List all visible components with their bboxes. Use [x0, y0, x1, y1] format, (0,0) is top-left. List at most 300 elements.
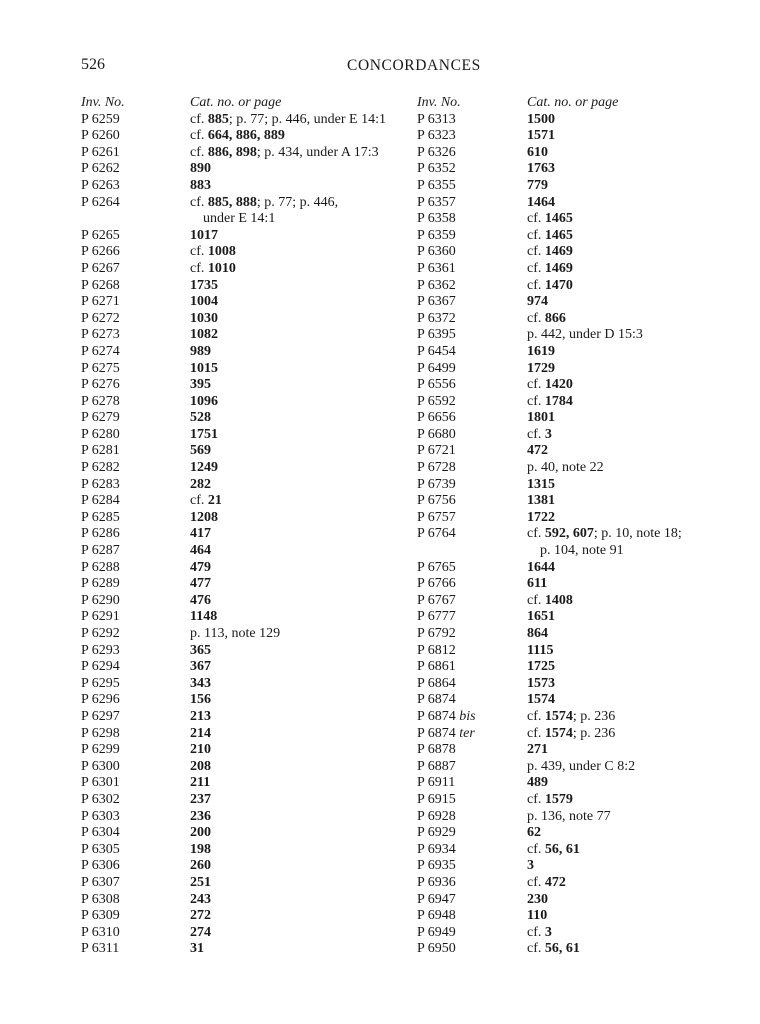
table-row — [81, 460, 411, 477]
table-row — [417, 593, 752, 610]
inventory-number: P 6285 — [81, 509, 120, 525]
catalog-reference: 1722 — [527, 509, 555, 525]
table-row — [81, 443, 411, 460]
catalog-reference-continuation: under E 14:1 — [203, 211, 276, 227]
table-row — [81, 477, 411, 494]
inventory-number: P 6874 ter — [417, 725, 475, 741]
catalog-reference: 1644 — [527, 559, 555, 575]
inventory-number: P 6307 — [81, 874, 120, 890]
catalog-reference: p. 442, under D 15:3 — [527, 327, 643, 343]
table-row — [417, 643, 752, 660]
catalog-reference-continuation: p. 104, note 91 — [540, 543, 624, 559]
inventory-number: P 6263 — [81, 177, 120, 193]
inventory-number: P 6864 — [417, 675, 456, 691]
catalog-reference: 479 — [190, 559, 211, 575]
catalog-reference: 989 — [190, 343, 211, 359]
inventory-number: P 6295 — [81, 675, 120, 691]
inventory-number: P 6286 — [81, 526, 120, 542]
inventory-number: P 6936 — [417, 874, 456, 890]
table-row — [81, 327, 411, 344]
inventory-number: P 6289 — [81, 576, 120, 592]
table-row — [81, 427, 411, 444]
inventory-number: P 6359 — [417, 227, 456, 243]
catalog-reference: 1381 — [527, 493, 555, 509]
catalog-reference: 1315 — [527, 476, 555, 492]
table-row — [417, 892, 752, 909]
table-row — [417, 443, 752, 460]
catalog-reference: cf. 1010 — [190, 260, 236, 276]
table-row — [417, 676, 752, 693]
inventory-number: P 6928 — [417, 808, 456, 824]
catalog-reference: 1082 — [190, 327, 218, 343]
catalog-reference: 1030 — [190, 310, 218, 326]
table-row — [417, 377, 752, 394]
table-row — [417, 875, 752, 892]
inventory-number: P 6352 — [417, 161, 456, 177]
inventory-number: P 6310 — [81, 924, 120, 940]
table-row — [81, 892, 411, 909]
inventory-number: P 6284 — [81, 493, 120, 509]
catalog-reference: cf. 1469 — [527, 260, 573, 276]
table-row — [417, 609, 752, 626]
inventory-number: P 6276 — [81, 377, 120, 393]
catalog-reference: 1651 — [527, 609, 555, 625]
table-row — [81, 145, 411, 162]
inventory-number: P 6303 — [81, 808, 120, 824]
table-row — [417, 908, 752, 925]
catalog-reference: cf. 3 — [527, 426, 552, 442]
inventory-number: P 6728 — [417, 460, 456, 476]
table-row — [81, 195, 411, 212]
inventory-number: P 6721 — [417, 443, 456, 459]
inventory-number: P 6266 — [81, 244, 120, 260]
inventory-number: P 6274 — [81, 343, 120, 359]
table-row — [81, 925, 411, 942]
catalog-reference: 1004 — [190, 294, 218, 310]
catalog-reference: cf. 886, 898; p. 434, under A 17:3 — [190, 144, 379, 160]
catalog-reference: 200 — [190, 825, 211, 841]
column-headers — [81, 95, 411, 112]
inventory-number: P 6265 — [81, 227, 120, 243]
catalog-reference: cf. 1408 — [527, 592, 573, 608]
inventory-number: P 6280 — [81, 426, 120, 442]
inventory-number: P 6273 — [81, 327, 120, 343]
inventory-number: P 6288 — [81, 559, 120, 575]
catalog-reference: 1725 — [527, 659, 555, 675]
catalog-reference: 476 — [190, 592, 211, 608]
inventory-number: P 6756 — [417, 493, 456, 509]
table-row — [81, 128, 411, 145]
table-row — [81, 941, 411, 958]
table-row — [81, 410, 411, 427]
inventory-number: P 6283 — [81, 476, 120, 492]
catalog-reference: 610 — [527, 144, 548, 160]
catalog-reference: 1500 — [527, 111, 555, 127]
catalog-reference: p. 113, note 129 — [190, 626, 281, 641]
concordance-column-right — [417, 95, 752, 958]
page-number: 526 — [81, 56, 105, 73]
table-row — [417, 161, 752, 178]
table-row — [81, 493, 411, 510]
catalog-reference: 611 — [527, 576, 548, 592]
table-row — [417, 195, 752, 212]
table-row — [417, 759, 752, 776]
inventory-number: P 6812 — [417, 642, 456, 658]
catalog-reference: 243 — [190, 891, 211, 907]
table-row — [81, 792, 411, 809]
inventory-number: P 6268 — [81, 277, 120, 293]
table-row — [417, 792, 752, 809]
inventory-number: P 6302 — [81, 791, 120, 807]
catalog-reference: 1751 — [190, 426, 218, 442]
catalog-reference: 890 — [190, 161, 211, 177]
catalog-reference: cf. 885, 888; p. 77; p. 446, — [190, 194, 339, 210]
catalog-reference: 230 — [527, 891, 548, 907]
table-row — [417, 344, 752, 361]
inventory-number: P 6300 — [81, 758, 120, 774]
catalog-reference: cf. 885; p. 77; p. 446, under E 14:1 — [190, 111, 386, 127]
inventory-number: P 6777 — [417, 609, 456, 625]
inventory-number: P 6556 — [417, 377, 456, 393]
cat-no-header: Cat. no. or page — [190, 95, 282, 110]
table-row — [417, 311, 752, 328]
inventory-number: P 6282 — [81, 460, 120, 476]
table-row — [81, 526, 411, 543]
inventory-number: P 6361 — [417, 260, 456, 276]
inventory-number: P 6326 — [417, 144, 456, 160]
table-row — [81, 858, 411, 875]
table-row — [81, 112, 411, 129]
table-row — [417, 925, 752, 942]
inventory-number: P 6279 — [81, 410, 120, 426]
catalog-reference: 1464 — [527, 194, 555, 210]
inventory-number: P 6680 — [417, 426, 456, 442]
table-row — [417, 460, 752, 477]
table-row — [81, 643, 411, 660]
table-row — [81, 394, 411, 411]
catalog-reference: 1619 — [527, 343, 555, 359]
inventory-number: P 6367 — [417, 294, 456, 310]
table-row — [417, 244, 752, 261]
table-row — [81, 344, 411, 361]
table-row — [81, 178, 411, 195]
catalog-reference: 251 — [190, 874, 211, 890]
catalog-reference: 1115 — [527, 642, 554, 658]
catalog-reference: 1208 — [190, 509, 218, 525]
table-row — [417, 394, 752, 411]
catalog-reference: 1763 — [527, 161, 555, 177]
inventory-number: P 6499 — [417, 360, 456, 376]
table-row — [81, 294, 411, 311]
column-headers — [417, 95, 752, 112]
table-row — [81, 759, 411, 776]
table-row — [81, 361, 411, 378]
inventory-number: P 6739 — [417, 476, 456, 492]
table-row — [81, 161, 411, 178]
inventory-number: P 6298 — [81, 725, 120, 741]
inventory-number: P 6294 — [81, 659, 120, 675]
catalog-reference: 1573 — [527, 675, 555, 691]
table-row — [417, 941, 752, 958]
inventory-number: P 6272 — [81, 310, 120, 326]
catalog-reference: cf. 1420 — [527, 377, 573, 393]
catalog-reference: 214 — [190, 725, 211, 741]
inv-no-header: Inv. No. — [417, 95, 461, 110]
catalog-reference: 237 — [190, 791, 211, 807]
catalog-reference: 464 — [190, 543, 211, 559]
catalog-reference: 1015 — [190, 360, 218, 376]
table-rows-right — [417, 112, 752, 958]
inventory-number: P 6874 bis — [417, 708, 476, 724]
table-row — [81, 726, 411, 743]
inventory-number: P 6292 — [81, 626, 120, 641]
table-row — [81, 692, 411, 709]
catalog-reference: 779 — [527, 177, 548, 193]
table-row — [417, 112, 752, 129]
inventory-number: P 6355 — [417, 177, 456, 193]
catalog-reference: 343 — [190, 675, 211, 691]
catalog-reference: 3 — [527, 858, 534, 874]
inventory-number: P 6362 — [417, 277, 456, 293]
inventory-number: P 6259 — [81, 111, 120, 127]
inventory-number: P 6947 — [417, 891, 456, 907]
catalog-reference: 198 — [190, 841, 211, 857]
catalog-reference: cf. 1784 — [527, 393, 573, 409]
catalog-reference: cf. 3 — [527, 924, 552, 940]
table-row — [81, 875, 411, 892]
inventory-number: P 6290 — [81, 592, 120, 608]
catalog-reference: cf. 56, 61 — [527, 841, 580, 857]
catalog-reference: 864 — [527, 626, 548, 641]
inventory-number: P 6929 — [417, 825, 456, 841]
inventory-number: P 6949 — [417, 924, 456, 940]
catalog-reference: 365 — [190, 642, 211, 658]
inventory-number: P 6765 — [417, 559, 456, 575]
table-row — [81, 228, 411, 245]
catalog-reference: 110 — [527, 908, 548, 924]
catalog-reference: 282 — [190, 476, 211, 492]
table-row — [417, 361, 752, 378]
inventory-number: P 6323 — [417, 128, 456, 144]
inventory-number: P 6887 — [417, 758, 456, 774]
table-row — [81, 593, 411, 610]
inventory-number: P 6372 — [417, 310, 456, 326]
table-row — [417, 709, 752, 726]
table-row — [417, 261, 752, 278]
catalog-reference: 477 — [190, 576, 211, 592]
inventory-number: P 6358 — [417, 211, 456, 227]
inventory-number: P 6656 — [417, 410, 456, 426]
catalog-reference: 1801 — [527, 410, 555, 426]
catalog-reference: 62 — [527, 825, 541, 841]
catalog-reference: cf. 1574; p. 236 — [527, 708, 616, 724]
inventory-number: P 6950 — [417, 941, 456, 957]
catalog-reference: 211 — [190, 775, 211, 791]
table-row — [81, 609, 411, 626]
catalog-reference: cf. 1008 — [190, 244, 236, 260]
cat-no-header: Cat. no. or page — [527, 95, 619, 110]
catalog-reference: 274 — [190, 924, 211, 940]
table-row — [81, 775, 411, 792]
inventory-number: P 6934 — [417, 841, 456, 857]
table-row — [417, 825, 752, 842]
inventory-number: P 6792 — [417, 626, 456, 641]
table-row — [81, 377, 411, 394]
catalog-reference: cf. 1470 — [527, 277, 573, 293]
catalog-reference: 883 — [190, 177, 211, 193]
inventory-number: P 6304 — [81, 825, 120, 841]
catalog-reference: 31 — [190, 941, 204, 957]
catalog-reference: 472 — [527, 443, 548, 459]
catalog-reference: 213 — [190, 708, 211, 724]
table-row — [417, 626, 752, 643]
table-row — [81, 560, 411, 577]
table-row — [417, 278, 752, 295]
catalog-reference: 1148 — [190, 609, 218, 625]
inventory-number: P 6293 — [81, 642, 120, 658]
table-row — [417, 510, 752, 527]
inventory-number: P 6766 — [417, 576, 456, 592]
table-row — [417, 659, 752, 676]
table-row — [417, 858, 752, 875]
catalog-reference: 367 — [190, 659, 211, 675]
inventory-number: P 6271 — [81, 294, 120, 310]
catalog-reference: cf. 21 — [190, 493, 222, 509]
catalog-reference: 260 — [190, 858, 211, 874]
inventory-number: P 6281 — [81, 443, 120, 459]
table-row — [81, 543, 411, 560]
inventory-number: P 6454 — [417, 343, 456, 359]
table-row — [81, 742, 411, 759]
inventory-number: P 6275 — [81, 360, 120, 376]
catalog-reference: 1017 — [190, 227, 218, 243]
table-row — [417, 211, 752, 228]
table-row — [81, 825, 411, 842]
catalog-reference: 1249 — [190, 460, 218, 476]
catalog-reference: cf. 1465 — [527, 211, 573, 227]
catalog-reference: 1735 — [190, 277, 218, 293]
inventory-number: P 6287 — [81, 543, 120, 559]
inventory-number: P 6299 — [81, 742, 120, 758]
table-row — [81, 709, 411, 726]
inventory-number: P 6878 — [417, 742, 456, 758]
table-row — [417, 294, 752, 311]
catalog-reference: cf. 56, 61 — [527, 941, 580, 957]
table-row — [417, 178, 752, 195]
inventory-number-suffix: ter — [455, 725, 475, 741]
catalog-reference: cf. 1579 — [527, 791, 573, 807]
inventory-number: P 6296 — [81, 692, 120, 708]
table-row — [417, 809, 752, 826]
table-row — [417, 128, 752, 145]
table-row — [417, 477, 752, 494]
table-row — [81, 676, 411, 693]
inventory-number: P 6360 — [417, 244, 456, 260]
catalog-reference: 489 — [527, 775, 548, 791]
catalog-reference: 417 — [190, 526, 211, 542]
catalog-reference: 271 — [527, 742, 548, 758]
table-row — [81, 510, 411, 527]
catalog-reference: cf. 472 — [527, 874, 566, 890]
catalog-reference: cf. 866 — [527, 310, 566, 326]
catalog-reference: 1729 — [527, 360, 555, 376]
catalog-reference: 528 — [190, 410, 211, 426]
table-row — [417, 842, 752, 859]
inventory-number: P 6309 — [81, 908, 120, 924]
table-row — [417, 692, 752, 709]
table-row — [81, 809, 411, 826]
inv-no-header: Inv. No. — [81, 95, 125, 110]
table-row — [417, 493, 752, 510]
inventory-number: P 6915 — [417, 791, 456, 807]
table-row — [81, 908, 411, 925]
inventory-number: P 6757 — [417, 509, 456, 525]
inventory-number: P 6948 — [417, 908, 456, 924]
catalog-reference: p. 439, under C 8:2 — [527, 758, 636, 774]
inventory-number-suffix: bis — [455, 708, 476, 724]
inventory-number: P 6306 — [81, 858, 120, 874]
table-row — [417, 228, 752, 245]
catalog-reference: p. 136, note 77 — [527, 808, 611, 824]
catalog-reference: 156 — [190, 692, 211, 708]
catalog-reference: 395 — [190, 377, 211, 393]
inventory-number: P 6592 — [417, 393, 456, 409]
inventory-number: P 6260 — [81, 128, 120, 144]
concordance-column-left — [81, 95, 411, 958]
inventory-number: P 6911 — [417, 775, 456, 791]
table-row — [417, 742, 752, 759]
catalog-reference: 210 — [190, 742, 211, 758]
inventory-number: P 6301 — [81, 775, 120, 791]
table-row — [81, 278, 411, 295]
inventory-number: P 6313 — [417, 111, 456, 127]
table-row — [417, 576, 752, 593]
table-row — [417, 145, 752, 162]
inventory-number: P 6308 — [81, 891, 120, 907]
table-row — [417, 410, 752, 427]
catalog-reference: cf. 1574; p. 236 — [527, 725, 616, 741]
inventory-number: P 6278 — [81, 393, 120, 409]
inventory-number: P 6267 — [81, 260, 120, 276]
table-row — [81, 311, 411, 328]
inventory-number: P 6297 — [81, 708, 120, 724]
catalog-reference: 974 — [527, 294, 548, 310]
table-row — [417, 427, 752, 444]
inventory-number: P 6262 — [81, 161, 120, 177]
catalog-reference: cf. 592, 607; p. 10, note 18; — [527, 526, 682, 542]
inventory-number: P 6861 — [417, 659, 456, 675]
table-row — [81, 576, 411, 593]
inventory-number: P 6357 — [417, 194, 456, 210]
inventory-number: P 6874 — [417, 692, 456, 708]
inventory-number: P 6311 — [81, 941, 120, 957]
table-row — [417, 726, 752, 743]
catalog-reference: 1096 — [190, 393, 218, 409]
table-row — [81, 244, 411, 261]
catalog-reference: 208 — [190, 758, 211, 774]
catalog-reference: 569 — [190, 443, 211, 459]
inventory-number: P 6305 — [81, 841, 120, 857]
catalog-reference: cf. 1465 — [527, 227, 573, 243]
catalog-reference: 236 — [190, 808, 211, 824]
inventory-number: P 6764 — [417, 526, 456, 542]
catalog-reference: 1571 — [527, 128, 555, 144]
catalog-reference: cf. 1469 — [527, 244, 573, 260]
catalog-reference: 272 — [190, 908, 211, 924]
table-rows-left — [81, 112, 411, 958]
page-title: CONCORDANCES — [347, 57, 481, 74]
table-row — [417, 526, 752, 543]
